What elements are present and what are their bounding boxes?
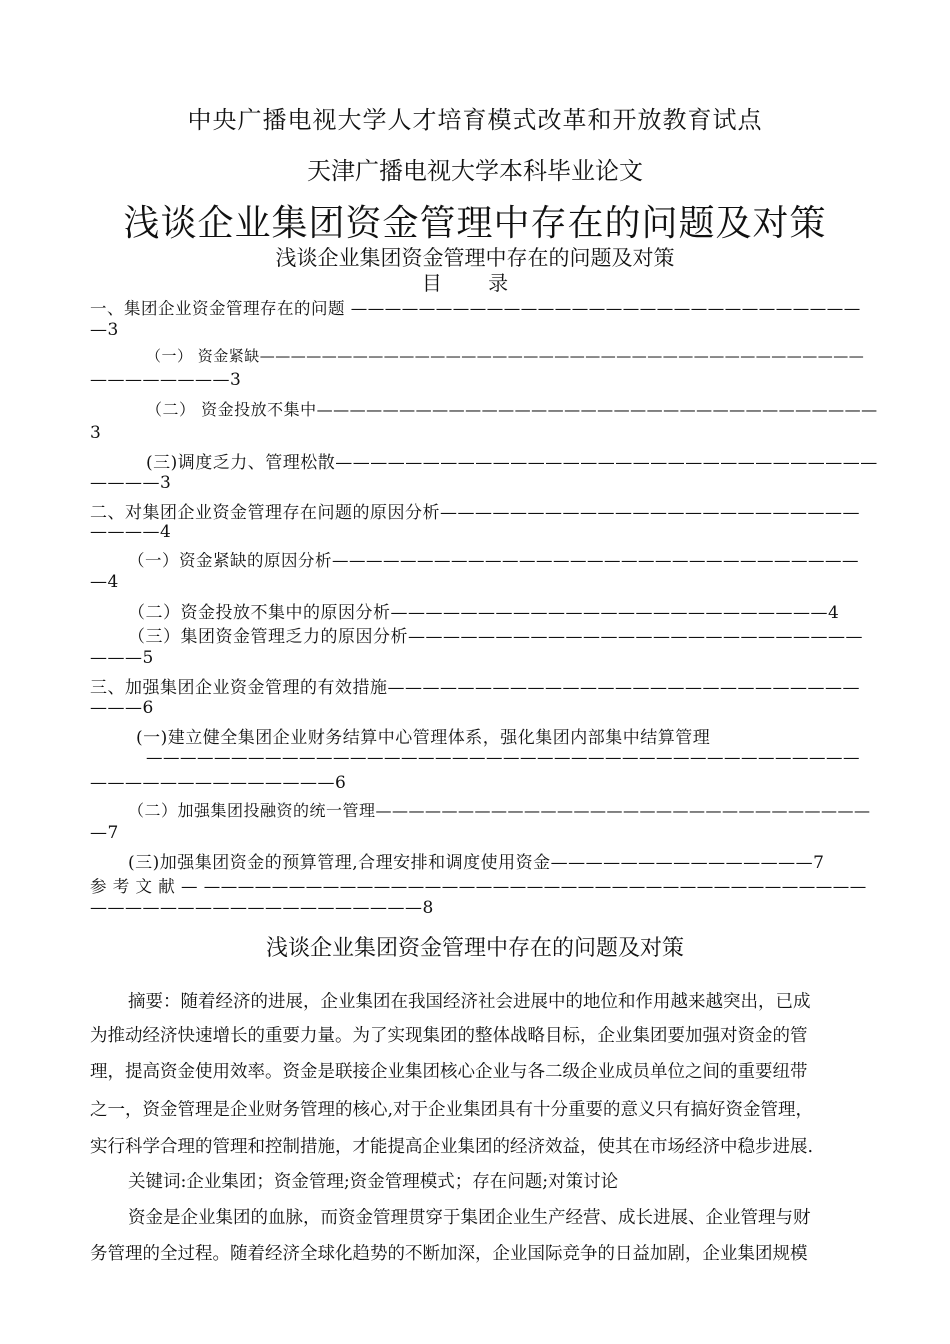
abstract-line-5: 实行科学合理的管理和控制措施，才能提高企业集团的经济效益，使其在市场经济中稳步进展. — [90, 1137, 814, 1157]
abstract-line-4: 之一，资金管理是企业财务管理的核心,对于企业集团具有十分重要的意义只有搞好资金管理， — [90, 1100, 814, 1120]
toc-entry-2-3: （三）集团资金管理乏力的原因分析—————————————————————————— — [128, 627, 863, 647]
toc-entry-references: 参 考 文 献 — ——————————————————————————————————————— — [90, 877, 867, 896]
toc-entry-1-1: （一） 资金紧缺——————————————————————————————————————— — [146, 347, 865, 365]
toc-entry-2-3-page: ———5 — [90, 648, 154, 668]
toc-entry-1-page: —3 — [90, 320, 119, 340]
page-title: 浅谈企业集团资金管理中存在的问题及对策 — [123, 203, 827, 244]
toc-entry-3-2-page: —7 — [90, 823, 119, 843]
toc-entry-2-1-page: —4 — [90, 572, 119, 592]
toc-heading: 目 录 — [421, 271, 529, 295]
toc-entry-3: 三、加强集团企业资金管理的有效措施——————————————————————————— — [90, 678, 860, 698]
toc-entry-3-1: (一)建立健全集团企业财务结算中心管理体系，强化集团内部集中结算管理 — [136, 728, 711, 748]
toc-entry-3-3: (三)加强集团资金的预算管理,合理安排和调度使用资金———————————————7 — [128, 853, 825, 873]
toc-entry-references-page: ———————————————————8 — [90, 898, 434, 918]
keywords-line: 关键词:企业集团；资金管理;资金管理模式；存在问题;对策讨论 — [128, 1172, 619, 1192]
abstract-line-1: 摘要：随着经济的进展，企业集团在我国经济社会进展中的地位和作用越来越突出，已成 — [128, 992, 811, 1012]
toc-entry-3-1-page: ——————————————6 — [90, 773, 347, 793]
toc-entry-1-1-page: ————————3 — [90, 370, 242, 390]
section-title: 浅谈企业集团资金管理中存在的问题及对策 — [265, 936, 684, 961]
thesis-type-line: 天津广播电视大学本科毕业论文 — [307, 157, 643, 185]
abstract-line-3: 理，提高资金使用效率。资金是联接企业集团核心企业与各二级企业成员单位之间的重要纽带 — [90, 1062, 808, 1082]
toc-entry-1-3: (三)调度乏力、管理松散——————————————————————————————— — [146, 453, 878, 473]
toc-entry-3-1-leader: —————————————————————————————————————————— — [146, 748, 860, 767]
toc-entry-1-3-page: ————3 — [90, 473, 172, 493]
toc-entry-1-2: （二） 资金投放不集中—————————————————————————————————— — [146, 400, 878, 419]
toc-entry-1: 一、集团企业资金管理存在的问题 —————————————————————————————— — [90, 299, 861, 318]
body-line-1: 资金是企业集团的血脉，而资金管理贯穿于集团企业生产经营、成长进展、企业管理与财 — [128, 1208, 811, 1228]
toc-entry-2-1: （一）资金紧缺的原因分析——————————————————————————————— — [128, 551, 859, 570]
toc-entry-2-page: ————4 — [90, 522, 172, 542]
toc-entry-1-2-page: 3 — [90, 423, 102, 443]
toc-entry-3-page: ———6 — [90, 698, 154, 718]
toc-entry-3-2: （二）加强集团投融资的统一管理—————————————————————————————— — [128, 801, 871, 820]
body-line-2: 务管理的全过程。随着经济全球化趋势的不断加深，企业国际竞争的日益加剧，企业集团规模 — [90, 1244, 808, 1264]
subtitle: 浅谈企业集团资金管理中存在的问题及对策 — [275, 246, 675, 270]
toc-entry-2-2: （二）资金投放不集中的原因分析—————————————————————————4 — [128, 603, 840, 623]
abstract-line-2: 为推动经济快速增长的重要力量。为了实现集团的整体战略目标，企业集团要加强对资金的管 — [90, 1026, 808, 1046]
university-program-line: 中央广播电视大学人才培育模式改革和开放教育试点 — [187, 106, 763, 134]
toc-entry-2: 二、对集团企业资金管理存在问题的原因分析———————————————————————— — [90, 503, 860, 523]
